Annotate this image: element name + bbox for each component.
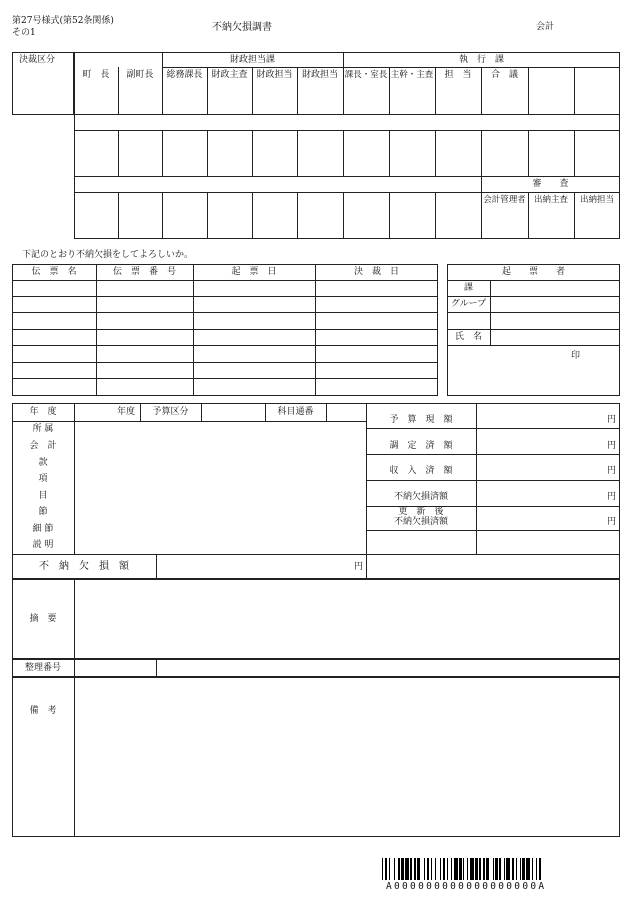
barcode-bar: [475, 858, 478, 880]
koshin-funo-label: 不納欠損済額: [393, 517, 448, 527]
barcode-bar: [512, 858, 515, 880]
budget-left-label: 所 属: [32, 424, 54, 434]
barcode-bar: [454, 858, 458, 880]
barcode-bar: [470, 858, 474, 880]
yen-unit: 円: [607, 466, 617, 476]
budget-left-label: 款: [38, 458, 48, 468]
budget-left-label: 項: [38, 474, 48, 484]
barcode-bar: [532, 858, 533, 880]
barcode-bar: [417, 858, 420, 880]
voucher-table: [12, 264, 438, 396]
funo-sumi-label: 不納欠損済額: [393, 492, 448, 502]
biko-box: [12, 677, 620, 837]
barcode-bar: [414, 858, 415, 880]
approval-grid: [74, 52, 620, 239]
barcode-bar: [522, 858, 525, 880]
barcode-bar: [424, 858, 425, 880]
barcode-bar: [385, 858, 388, 880]
approver-col-label: 町 長: [82, 70, 110, 80]
approver-col-label: 総務課長: [166, 70, 203, 80]
ka-label: 課: [463, 283, 473, 293]
budget-left-label: 説 明: [32, 540, 54, 550]
budget-left-label: 会 計: [29, 441, 57, 451]
voucher-header: 伝 票 名: [31, 267, 77, 277]
approver-col-label: 課長・室長: [344, 70, 388, 80]
kessai-kubun-label: 決裁区分: [19, 55, 56, 65]
approver-col-label: 合 議: [490, 70, 518, 80]
barcode-bar: [401, 858, 404, 880]
barcode-bar: [516, 858, 517, 880]
nendo-unit: 年度: [117, 407, 136, 417]
request-text: 下記のとおり不納欠損をしてよろしいか。: [22, 250, 194, 260]
barcode-bar: [431, 858, 432, 880]
barcode-bar: [467, 858, 468, 880]
yen-unit: 円: [607, 415, 617, 425]
barcode-bar: [479, 858, 480, 880]
document-title: 不納欠損調書: [212, 22, 272, 33]
barcode-bar: [394, 858, 395, 880]
koshin-go-label: 更 新 後: [398, 507, 444, 517]
barcode-bar: [520, 858, 521, 880]
zaisei-group-label: 財政担当課: [229, 55, 275, 65]
voucher-header: 伝 票 番 号: [112, 267, 176, 277]
barcode-bar: [440, 858, 441, 880]
voucher-header: 起 票 日: [231, 267, 277, 277]
kamoku-tsuban-label: 科目通番: [277, 407, 314, 417]
biko-label: 備 考: [29, 706, 57, 716]
barcode-bar: [459, 858, 462, 880]
barcode-bar: [443, 858, 446, 880]
barcode-bar: [405, 858, 409, 880]
yosan-gengaku-label: 予 算 現 額: [389, 415, 453, 425]
yen-unit: 円: [354, 562, 364, 572]
barcode-bar: [410, 858, 411, 880]
approver-col-label: 財政担当: [256, 70, 293, 80]
seiri-bango-label: 整理番号: [24, 663, 61, 673]
barcode-bar: [493, 858, 494, 880]
yen-unit: 円: [607, 492, 617, 502]
department-label: 会計: [536, 22, 555, 32]
barcode-bar: [526, 858, 530, 880]
yosan-kubun-label: 予算区分: [152, 407, 189, 417]
barcode-bar: [382, 858, 383, 880]
shinsa-label: 審 査: [532, 179, 569, 189]
barcode: [382, 858, 605, 880]
form-number: 第27号様式(第52条関係): [12, 16, 114, 26]
budget-left-label: 節: [38, 507, 48, 517]
barcode-bar: [389, 858, 390, 880]
budget-left-label: 細 節: [32, 524, 54, 534]
barcode-bar: [463, 858, 464, 880]
budget-left-label: 目: [38, 491, 48, 501]
yen-unit: 円: [607, 441, 617, 451]
name-label: 氏 名: [454, 332, 482, 342]
shikko-group-label: 執 行 課: [458, 55, 504, 65]
barcode-text: A000000000000000000A: [386, 881, 547, 892]
voucher-header: 決 裁 日: [353, 267, 399, 277]
shinsa-col-label: 出納担当: [579, 195, 614, 205]
barcode-bar: [483, 858, 484, 880]
budget-block: [12, 403, 620, 579]
barcode-bar: [427, 858, 430, 880]
seal-label: 印: [571, 351, 581, 361]
barcode-bar: [451, 858, 452, 880]
shinsa-col-label: 会計管理者: [483, 195, 526, 205]
barcode-bar: [506, 858, 510, 880]
group-label: グループ: [450, 299, 487, 309]
tekiyo-label: 摘 要: [29, 614, 57, 624]
chotei-label: 調 定 済 額: [389, 441, 453, 451]
barcode-bar: [435, 858, 436, 880]
approver-col-label: 主幹・主査: [390, 70, 434, 80]
barcode-bar: [486, 858, 489, 880]
barcode-bar: [398, 858, 399, 880]
nendo-label: 年 度: [29, 407, 57, 417]
barcode-bar: [499, 858, 500, 880]
approver-col-label: 財政担当: [301, 70, 338, 80]
funo-kesson-label: 不 納 欠 損 額: [39, 561, 129, 572]
kihyosha-title: 起 票 者: [501, 267, 565, 277]
approver-col-label: 担 当: [444, 70, 472, 80]
barcode-bar: [536, 858, 537, 880]
approver-col-label: 財政主査: [211, 70, 248, 80]
barcode-bar: [539, 858, 542, 880]
yen-unit: 円: [607, 517, 617, 527]
shinsa-col-label: 出納主査: [533, 195, 568, 205]
approver-col-label: 副町長: [126, 70, 154, 80]
shunyu-label: 収 入 済 額: [389, 466, 453, 476]
barcode-bar: [504, 858, 505, 880]
seiri-bango-row: [12, 659, 620, 677]
tekiyo-box: [12, 579, 620, 659]
form-sub: その1: [12, 28, 36, 38]
barcode-bar: [447, 858, 448, 880]
barcode-bar: [495, 858, 498, 880]
